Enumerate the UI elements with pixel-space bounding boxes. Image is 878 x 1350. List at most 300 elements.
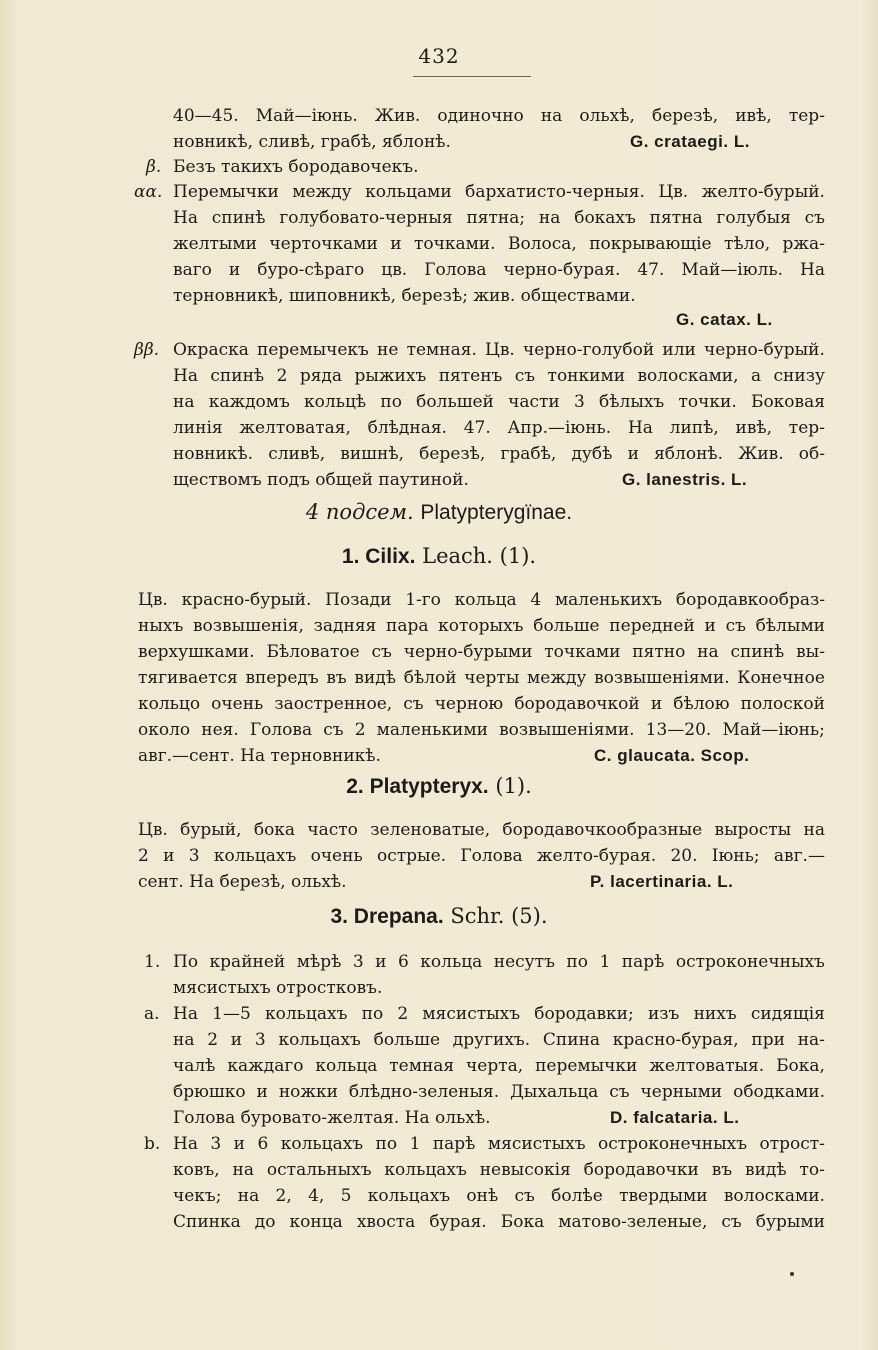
- word: спинѣ: [730, 642, 785, 662]
- genus-name: 3. Drepana.: [330, 905, 444, 928]
- text-line: [173, 950, 825, 974]
- word: кольцѣ: [304, 392, 367, 412]
- word: Перемычки: [173, 182, 279, 202]
- word: видѣ: [745, 1160, 787, 1180]
- word: бѣлыхъ: [599, 392, 665, 412]
- word: бородавочкой: [514, 694, 640, 714]
- genus-heading: [0, 544, 878, 569]
- word: перемычки: [535, 1056, 638, 1076]
- word: а: [750, 366, 762, 386]
- word: новникѣ.: [173, 444, 254, 464]
- word: Голова: [249, 720, 313, 740]
- text-line: [173, 258, 825, 282]
- word: остроконечныхъ: [675, 952, 825, 972]
- word: голубовато-черныя: [279, 208, 453, 228]
- species-name: G. lanestris. L.: [622, 470, 748, 489]
- text-line: [173, 104, 825, 128]
- word: по: [375, 1134, 398, 1154]
- word: бородавки;: [534, 1004, 634, 1024]
- word: точки.: [678, 392, 737, 412]
- word: авг.—: [773, 846, 825, 866]
- word: По: [173, 952, 199, 972]
- word: на: [173, 1030, 195, 1050]
- word: задняя: [313, 616, 377, 636]
- text-line: [138, 640, 825, 664]
- genus-name: 2. Platypteryx.: [346, 775, 489, 798]
- word: красно-бурый.: [181, 590, 312, 610]
- word: 2: [207, 1030, 219, 1050]
- text-line: [173, 1184, 825, 1208]
- text-line: Безъ такихъ бородавочекъ.: [173, 157, 419, 177]
- word: Бока,: [776, 1056, 825, 1076]
- species-name: G. crataegi. L.: [630, 132, 750, 151]
- word: кольцахъ: [384, 1160, 467, 1180]
- text-line: [138, 844, 825, 868]
- word: на: [237, 1186, 260, 1206]
- text-line: [173, 1132, 825, 1156]
- word: на: [232, 1160, 255, 1180]
- word: бородавочкообразные: [502, 820, 703, 840]
- word: въ: [326, 668, 347, 688]
- word: и: [650, 694, 663, 714]
- word: бородавкообраз-: [675, 590, 825, 610]
- word: верхушками.: [138, 642, 255, 662]
- word: Спина: [542, 1030, 601, 1050]
- word: бурый,: [180, 820, 242, 840]
- word: съ: [609, 1082, 630, 1102]
- text-line: [173, 1210, 825, 1234]
- word: Цв.: [138, 590, 168, 610]
- word: или: [662, 340, 696, 360]
- word: красно-бурая,: [612, 1030, 739, 1050]
- word: и: [233, 1134, 246, 1154]
- word: болѣе: [551, 1186, 603, 1206]
- word: кольцахъ: [265, 1004, 348, 1024]
- word: сидящія: [750, 1004, 825, 1024]
- word: больше: [373, 1030, 440, 1050]
- word: и: [390, 234, 402, 254]
- word: бокахъ: [574, 208, 636, 228]
- word: на-: [797, 1030, 825, 1050]
- word: кольца: [454, 590, 517, 610]
- word: Жив.: [374, 106, 421, 126]
- word: 2,: [275, 1186, 292, 1206]
- text-line: [138, 818, 825, 842]
- word: на: [803, 820, 825, 840]
- word: передней: [609, 616, 695, 636]
- word: тонкими: [547, 366, 626, 386]
- word: черта,: [466, 1056, 524, 1076]
- word: на: [538, 208, 561, 228]
- word: полоской: [740, 694, 825, 714]
- word: тягивается: [138, 668, 238, 688]
- word: 1—5: [212, 1004, 251, 1024]
- word: голубыя: [716, 208, 791, 228]
- word: бока: [253, 820, 296, 840]
- word: спинѣ: [210, 366, 265, 386]
- word: которыхъ: [438, 616, 524, 636]
- text-line: [173, 232, 825, 256]
- subfamily-prefix: 4 подсем.: [305, 500, 414, 524]
- word: желто-бурый.: [701, 182, 825, 202]
- word: вишнѣ,: [340, 444, 404, 464]
- word: нея.: [201, 720, 239, 740]
- text-line: мясистыхъ отростковъ.: [173, 978, 383, 998]
- word: маленькими: [376, 720, 488, 740]
- word: На: [173, 208, 198, 228]
- word: черты: [464, 668, 520, 688]
- word: невысокія: [479, 1160, 571, 1180]
- word: онѣ: [466, 1186, 499, 1206]
- word: изъ: [647, 1004, 680, 1024]
- word: другихъ.: [452, 1030, 531, 1050]
- word: Окраска: [173, 340, 249, 360]
- word: то-: [799, 1160, 825, 1180]
- word: перемычекъ: [257, 340, 369, 360]
- word: черно-бурая.: [503, 260, 621, 280]
- text-line: [173, 390, 825, 414]
- word: березѣ,: [419, 444, 486, 464]
- word: 1: [409, 1134, 421, 1154]
- text-line: [173, 206, 825, 230]
- word: липѣ,: [669, 418, 719, 438]
- word: блѣдно-зеленыя.: [348, 1082, 500, 1102]
- word: твердыми: [619, 1186, 708, 1206]
- word: выросты: [714, 820, 792, 840]
- word: не: [377, 340, 399, 360]
- species-name: C. glaucata. Scop.: [594, 746, 750, 765]
- word: больше: [533, 616, 600, 636]
- word: ныхъ: [138, 616, 184, 636]
- word: кольцахъ: [213, 846, 297, 866]
- word: заостренное,: [274, 694, 393, 714]
- genus-heading: [0, 774, 878, 799]
- word: 3: [573, 392, 585, 412]
- word: покрывающіе: [589, 234, 712, 254]
- word: Апр.—іюнь.: [507, 418, 612, 438]
- subfamily-name: Platypterygïnae.: [420, 501, 573, 524]
- word: 3: [188, 846, 200, 866]
- word: мѣрѣ: [296, 952, 342, 972]
- word: цв.: [381, 260, 408, 280]
- word: Цв.: [485, 340, 515, 360]
- word: рыжихъ: [354, 366, 427, 386]
- word: бородавочки: [583, 1160, 699, 1180]
- word: 1-го: [405, 590, 441, 610]
- word: желтыми: [173, 234, 257, 254]
- word: желтоватыя.: [649, 1056, 765, 1076]
- word: Бѣловатое: [266, 642, 360, 662]
- word: 1: [599, 952, 611, 972]
- word: и: [704, 616, 716, 636]
- word: черно-бурыми: [403, 642, 533, 662]
- genus-name: 1. Cilix.: [341, 545, 416, 568]
- word: ножки: [278, 1082, 338, 1102]
- word: зеленоватые,: [370, 820, 491, 840]
- word: очень: [211, 694, 264, 714]
- text-line: [173, 364, 825, 388]
- word: 47.: [637, 260, 665, 280]
- word: желтоватая,: [239, 418, 351, 438]
- word: бѣлыми: [755, 616, 825, 636]
- word: тер-: [788, 418, 825, 438]
- word: сливѣ,: [268, 444, 326, 464]
- word: ковъ,: [173, 1160, 220, 1180]
- word: На: [800, 260, 825, 280]
- word: 47.: [463, 418, 491, 438]
- genus-heading: [0, 904, 878, 929]
- word: бѣлою: [673, 694, 730, 714]
- text-line: терновникѣ, шиповникѣ, березѣ; жив. обществами.: [173, 286, 636, 306]
- header-rule: [413, 76, 531, 77]
- word: каждаго: [227, 1056, 304, 1076]
- word: по: [361, 1004, 384, 1024]
- word: между: [292, 182, 352, 202]
- word: пятно: [632, 642, 686, 662]
- text-line: [173, 1002, 825, 1026]
- ink-speck: [790, 1272, 794, 1276]
- word: Дыхальца: [510, 1082, 599, 1102]
- word: Май—іюнь.: [255, 106, 358, 126]
- word: парѣ: [432, 1134, 476, 1154]
- word: 6: [257, 1134, 269, 1154]
- word: съ: [371, 642, 392, 662]
- word: между: [527, 668, 587, 688]
- word: кольца: [420, 952, 483, 972]
- word: пятна;: [466, 208, 526, 228]
- word: 13—20.: [645, 720, 712, 740]
- word: съ: [403, 694, 424, 714]
- word: спинѣ: [211, 208, 266, 228]
- word: волосками.: [723, 1186, 825, 1206]
- word: возвышенія,: [192, 616, 304, 636]
- word: Голова: [424, 260, 487, 280]
- word: Конечное: [737, 668, 825, 688]
- word: тѣло,: [724, 234, 771, 254]
- word: и: [627, 444, 639, 464]
- list-marker: a.: [144, 1004, 160, 1024]
- word: 2: [354, 720, 366, 740]
- text-line: [173, 1054, 825, 1078]
- word: черно-бурый.: [704, 340, 825, 360]
- word: отрост-: [759, 1134, 825, 1154]
- word: Волоса,: [507, 234, 577, 254]
- word: ивѣ,: [735, 106, 772, 126]
- genus-author: Schr. (5).: [450, 904, 548, 928]
- text-line: [173, 1028, 825, 1052]
- word: впередъ: [245, 668, 319, 688]
- genus-author: Leach. (1).: [422, 544, 537, 568]
- word: остроконечныхъ: [597, 1134, 748, 1154]
- word: березѣ,: [651, 106, 719, 126]
- word: острые.: [377, 846, 447, 866]
- word: тер-: [788, 106, 825, 126]
- species-name: G. catax. L.: [676, 310, 773, 329]
- text-line: [173, 180, 825, 204]
- text-line: ществомъ подъ общей паутиной.: [173, 470, 469, 490]
- word: ряда: [299, 366, 343, 386]
- word: черными: [640, 1082, 723, 1102]
- word: Май—іюнь;: [722, 720, 825, 740]
- word: бархатисто-черныя.: [465, 182, 645, 202]
- word: ивѣ,: [735, 418, 773, 438]
- word: линія: [173, 418, 223, 438]
- word: Май—іюль.: [681, 260, 783, 280]
- word: бурыми: [755, 1212, 825, 1232]
- word: остальныхъ: [266, 1160, 372, 1180]
- word: Спинка: [173, 1212, 241, 1232]
- word: Жив.: [738, 444, 784, 464]
- word: съ: [804, 208, 825, 228]
- word: парѣ: [621, 952, 665, 972]
- list-marker: αα.: [134, 182, 163, 202]
- list-marker: ββ.: [134, 340, 160, 360]
- word: мясистыхъ: [487, 1134, 586, 1154]
- word: На: [627, 418, 653, 438]
- word: пятна: [649, 208, 703, 228]
- word: несутъ: [493, 952, 555, 972]
- word: 2: [276, 366, 288, 386]
- word: часто: [307, 820, 358, 840]
- word: черно-голубой: [523, 340, 655, 360]
- word: и: [375, 952, 387, 972]
- word: съ: [725, 616, 746, 636]
- word: 5: [340, 1186, 352, 1206]
- text-line: [138, 614, 825, 638]
- word: кольцахъ: [278, 1030, 361, 1050]
- word: Позади: [325, 590, 392, 610]
- word: 20.: [670, 846, 698, 866]
- word: волосками,: [637, 366, 739, 386]
- word: вы-: [796, 642, 825, 662]
- word: около: [138, 720, 191, 740]
- text-line: [173, 338, 825, 362]
- word: очень: [310, 846, 363, 866]
- word: части: [508, 392, 560, 412]
- word: темная.: [406, 340, 477, 360]
- word: блѣдная.: [367, 418, 447, 438]
- word: На: [173, 1004, 198, 1024]
- word: Голова: [460, 846, 523, 866]
- word: точками: [544, 642, 621, 662]
- word: по: [380, 392, 402, 412]
- word: об-: [798, 444, 825, 464]
- word: яблонѣ.: [654, 444, 724, 464]
- text-line: [138, 588, 825, 612]
- word: и: [230, 1030, 243, 1050]
- word: На: [173, 1134, 198, 1154]
- word: до: [254, 1212, 276, 1232]
- text-line: [173, 416, 825, 440]
- page-number: 432: [418, 44, 460, 68]
- word: въ: [711, 1160, 733, 1180]
- word: 6: [397, 952, 409, 972]
- word: матово-зеленые,: [558, 1212, 708, 1232]
- word: и: [228, 260, 241, 280]
- word: хвоста: [356, 1212, 416, 1232]
- word: и: [163, 846, 175, 866]
- word: 2: [397, 1004, 409, 1024]
- word: большей: [416, 392, 494, 412]
- word: чекъ;: [173, 1186, 222, 1206]
- word: мясистыхъ: [422, 1004, 521, 1024]
- word: чалѣ: [173, 1056, 216, 1076]
- word: 3: [352, 952, 364, 972]
- word: по: [566, 952, 588, 972]
- word: черною: [434, 694, 504, 714]
- word: брюшко: [173, 1082, 246, 1102]
- word: ободками.: [733, 1082, 825, 1102]
- word: Цв.: [138, 820, 168, 840]
- word: желто-бурая.: [536, 846, 657, 866]
- word: Цв.: [658, 182, 689, 202]
- word: снизу: [773, 366, 825, 386]
- list-marker: 1.: [144, 952, 161, 972]
- word: на: [540, 106, 563, 126]
- species-name: P. lacertinaria. L.: [590, 872, 734, 891]
- text-line: [138, 718, 825, 742]
- word: 3: [254, 1030, 266, 1050]
- word: черточками: [269, 234, 378, 254]
- word: кольцо: [138, 694, 201, 714]
- word: точками.: [413, 234, 496, 254]
- word: возвышеніями.: [594, 668, 730, 688]
- text-line: [173, 1158, 825, 1182]
- text-line: [173, 442, 825, 466]
- word: крайней: [209, 952, 286, 972]
- word: дубѣ: [571, 444, 613, 464]
- word: каждомъ: [208, 392, 290, 412]
- word: и: [256, 1082, 268, 1102]
- word: съ: [514, 1186, 535, 1206]
- word: ржа-: [782, 234, 825, 254]
- subfamily-heading: [0, 500, 878, 525]
- text-line: [173, 1080, 825, 1104]
- word: 4,: [308, 1186, 325, 1206]
- list-marker: β.: [146, 157, 162, 177]
- word: нихъ: [693, 1004, 737, 1024]
- species-name: D. falcataria. L.: [610, 1108, 740, 1127]
- word: темная: [389, 1056, 455, 1076]
- word: 4: [530, 590, 542, 610]
- word: Боковая: [750, 392, 825, 412]
- text-line: новникѣ, сливѣ, грабѣ, яблонѣ.: [173, 132, 451, 152]
- word: на: [697, 642, 719, 662]
- word: кольцахъ: [367, 1186, 451, 1206]
- word: ваго: [173, 260, 212, 280]
- word: съ: [323, 720, 344, 740]
- word: маленькихъ: [554, 590, 663, 610]
- word: кольца: [315, 1056, 378, 1076]
- word: конца: [289, 1212, 343, 1232]
- word: бѣлой: [403, 668, 457, 688]
- word: грабѣ,: [500, 444, 557, 464]
- text-line: [138, 666, 825, 690]
- word: 3: [210, 1134, 222, 1154]
- text-line: Голова буровато-желтая. На ольхѣ.: [173, 1108, 491, 1128]
- word: Іюнь;: [711, 846, 760, 866]
- word: одиночно: [437, 106, 524, 126]
- word: кольцами: [365, 182, 452, 202]
- word: при: [751, 1030, 785, 1050]
- word: На: [173, 366, 198, 386]
- word: 2: [138, 846, 149, 866]
- text-line: [138, 692, 825, 716]
- word: пятенъ: [438, 366, 503, 386]
- genus-author: (1).: [495, 774, 532, 798]
- word: бурая.: [429, 1212, 487, 1232]
- word: Бока: [500, 1212, 545, 1232]
